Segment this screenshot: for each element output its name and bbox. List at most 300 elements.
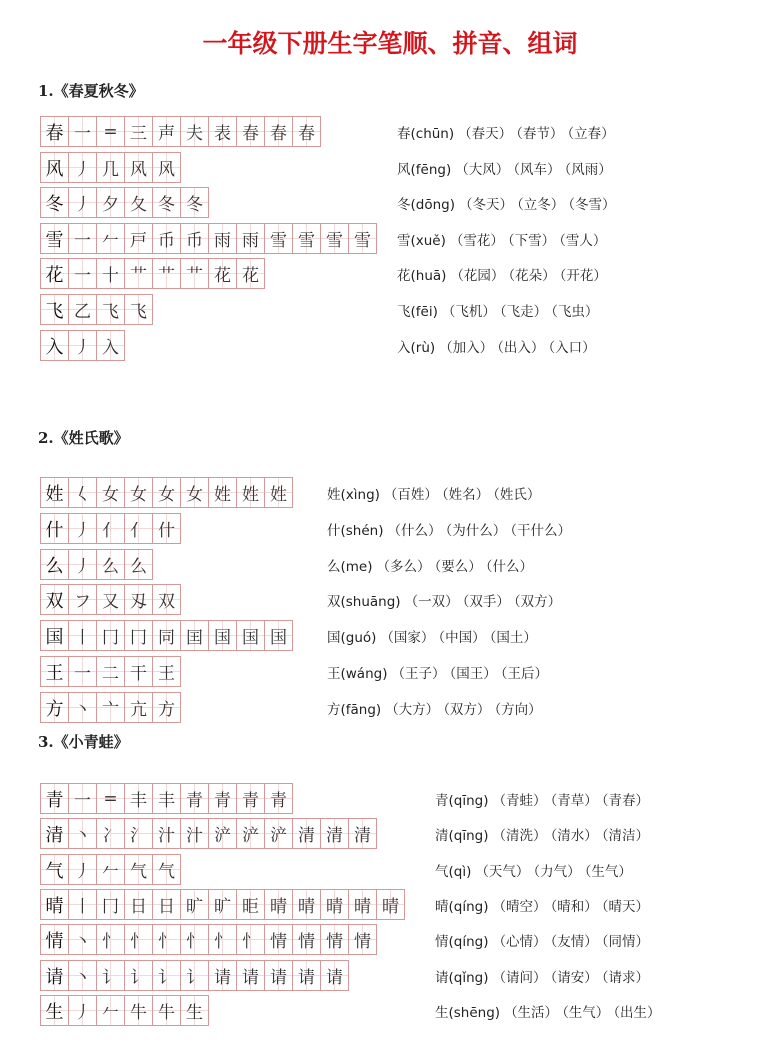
character-info [397,264,607,284]
stroke-step: 清 [293,819,321,849]
stroke-step: 女 [97,478,125,508]
stroke-grid-row [40,889,405,920]
character-info [397,229,606,249]
stroke-grid-row [40,187,209,218]
stroke-step: 清 [349,819,377,849]
stroke-grid-row [40,294,153,325]
pinyin: (huā) [410,268,447,284]
stroke-step: 币 [153,224,181,254]
stroke-step: 情 [265,925,293,955]
stroke-grid-row [40,116,321,147]
stroke-step: 雪 [321,224,349,254]
word: （雪花） [449,233,504,249]
stroke-step: 么 [125,550,153,580]
stroke-step: 丶 [69,925,97,955]
character-info [435,824,649,844]
character: 请 [435,970,449,986]
character-info [327,483,540,503]
stroke-step: 讠 [153,961,181,991]
stroke-step: 忄 [237,925,265,955]
stroke-step: 冂 [125,621,153,651]
word: （大风） [455,162,510,178]
stroke-step: 三 [125,117,153,147]
stroke-step: 冫 [97,819,125,849]
word: （要么） [434,559,482,575]
stroke-step: 国 [237,621,265,651]
grid-character: 花 [41,259,69,289]
word: （生活） [504,1005,559,1021]
stroke-step: 戸 [125,224,153,254]
stroke-step: 一 [69,657,97,687]
pinyin: (qì) [448,864,472,880]
stroke-step: 晴 [321,890,349,920]
stroke-step: 国 [265,621,293,651]
stroke-grid-row [40,549,153,580]
stroke-step: 𠂉 [97,855,125,885]
stroke-step: 干 [125,657,153,687]
stroke-step: 什 [153,514,181,544]
stroke-step: 王 [153,657,181,687]
stroke-step: 雪 [293,224,321,254]
stroke-step: 姓 [265,478,293,508]
stroke-step: 表 [209,117,237,147]
stroke-step: 同 [153,621,181,651]
character-info [327,662,548,682]
stroke-step: 晴 [293,890,321,920]
stroke-grid-row [40,960,349,991]
pinyin: (rù) [410,340,436,356]
grid-character: 生 [41,996,69,1026]
character-info [435,930,649,950]
word: （飞机） [441,304,496,320]
stroke-step: 冂 [97,890,125,920]
stroke-step: 请 [209,961,237,991]
pinyin: (qīng) [448,793,489,809]
stroke-step: 情 [321,925,349,955]
word: （春节） [516,126,564,142]
word: （花园） [450,268,505,284]
word: （天气） [475,864,530,880]
word: （友情） [550,934,598,950]
stroke-step: 风 [153,153,181,183]
grid-character: 春 [41,117,69,147]
word: （花朵） [508,268,556,284]
pinyin: (fēng) [410,162,452,178]
word: （青蛙） [492,793,547,809]
stroke-step: 昛 [237,890,265,920]
stroke-grid-row [40,152,181,183]
stroke-step: 青 [181,784,209,814]
word: （王子） [391,666,446,682]
character: 双 [327,594,341,610]
grid-character: 么 [41,550,69,580]
stroke-step: 双 [153,585,181,615]
stroke-step: 丿 [69,188,97,218]
stroke-step: 讠 [97,961,125,991]
pinyin: (fāng) [340,702,382,718]
character: 情 [435,934,449,950]
word: （青春） [601,793,649,809]
character-info [327,698,542,718]
word: （干什么） [510,523,571,539]
word: （国王） [449,666,497,682]
stroke-step: 亠 [97,693,125,723]
word: （心情） [492,934,547,950]
word: （力气） [533,864,581,880]
grid-character: 雪 [41,224,69,254]
page-title: 一年级下册生字笔顺、拼音、组词 [202,29,578,58]
stroke-step: 声 [153,117,181,147]
word: （晴天） [601,899,649,915]
stroke-grid-row [40,995,209,1026]
grid-character: 风 [41,153,69,183]
stroke-grid-row [40,692,181,723]
character: 么 [327,559,341,575]
stroke-step: 亻 [125,514,153,544]
stroke-step: 雨 [237,224,265,254]
stroke-step: 忄 [97,925,125,955]
stroke-step: 请 [237,961,265,991]
stroke-step: 姓 [209,478,237,508]
stroke-step: 晴 [349,890,377,920]
stroke-step: 花 [237,259,265,289]
word: （国土） [489,630,537,646]
stroke-step: 雪 [349,224,377,254]
stroke-step: 一 [69,224,97,254]
word: （开花） [559,268,607,284]
stroke-step: 入 [97,331,125,361]
stroke-step: 春 [237,117,265,147]
stroke-step: 又 [97,585,125,615]
pinyin: (qīng) [448,828,489,844]
pinyin: (xuě) [410,233,446,249]
stroke-step: 春 [265,117,293,147]
character-info [397,193,616,213]
stroke-step: 丿 [69,331,97,361]
stroke-step: 请 [265,961,293,991]
stroke-step: 丶 [69,819,97,849]
stroke-step: 𠂉 [97,224,125,254]
word: （双方） [443,702,491,718]
stroke-step: 日 [153,890,181,920]
word: （中国） [438,630,486,646]
word: （晴和） [550,899,598,915]
stroke-step: 晴 [377,890,405,920]
word: （风雨） [564,162,612,178]
stroke-grid-row [40,223,377,254]
word: （雪人） [559,233,607,249]
stroke-step: 女 [153,478,181,508]
word: （立春） [567,126,615,142]
word: （姓名） [441,487,490,503]
stroke-step: 刄 [125,585,153,615]
word: （出入） [497,340,545,356]
word: （姓氏） [493,487,541,503]
stroke-step: 忄 [125,925,153,955]
grid-character: 国 [41,621,69,651]
stroke-step: 青 [265,784,293,814]
character: 入 [397,340,411,356]
character-info [397,122,615,142]
stroke-step: 十 [97,259,125,289]
word: （大方） [385,702,440,718]
character: 王 [327,666,341,682]
character: 飞 [397,304,411,320]
grid-character: 王 [41,657,69,687]
character: 青 [435,793,449,809]
stroke-step: 丨 [69,890,97,920]
character: 姓 [327,487,341,503]
word: （方向） [494,702,542,718]
character: 冬 [397,197,411,213]
stroke-step: 讠 [181,961,209,991]
stroke-step: 讠 [125,961,153,991]
stroke-step: 艹 [153,259,181,289]
stroke-step: 飞 [125,295,153,325]
stroke-step: 丨 [69,621,97,651]
grid-character: 方 [41,693,69,723]
character: 花 [397,268,411,284]
stroke-step: 丰 [125,784,153,814]
stroke-step: 冂 [97,621,125,651]
character-info [397,158,612,178]
grid-character: 晴 [41,890,69,920]
character: 什 [327,523,341,539]
stroke-step: 乙 [69,295,97,325]
word: （生气） [562,1005,610,1021]
grid-character: 气 [41,855,69,885]
pinyin: (xìng) [340,487,380,503]
stroke-step: 夫 [181,117,209,147]
stroke-step: 二 [97,657,125,687]
stroke-step: 亢 [125,693,153,723]
stroke-step: 一 [69,259,97,289]
character: 国 [327,630,341,646]
stroke-step: 丶 [69,961,97,991]
stroke-grid-row [40,783,293,814]
grid-character: 清 [41,819,69,849]
stroke-step: 花 [209,259,237,289]
stroke-grid-row [40,924,377,955]
stroke-step: 生 [181,996,209,1026]
stroke-grid-row [40,854,181,885]
grid-character: 情 [41,925,69,955]
stroke-step: 浐 [265,819,293,849]
word: （请求） [601,970,649,986]
pinyin: (wáng) [340,666,388,682]
stroke-step: 雨 [209,224,237,254]
stroke-step: 丿 [69,996,97,1026]
grid-character: 冬 [41,188,69,218]
character-info [435,789,649,809]
pinyin: (fēi) [410,304,438,320]
stroke-step: 丿 [69,514,97,544]
pinyin: (guó) [340,630,377,646]
stroke-step: 气 [153,855,181,885]
word: （清水） [550,828,598,844]
stroke-step: 国 [209,621,237,651]
stroke-step: 飞 [97,295,125,325]
grid-character: 飞 [41,295,69,325]
pinyin: (shén) [340,523,384,539]
character: 方 [327,702,341,718]
stroke-step: 日 [125,890,153,920]
character-info [435,895,649,915]
word: （飞走） [499,304,548,320]
word: （一双） [404,594,459,610]
word: （王后） [500,666,548,682]
character-info [435,860,632,880]
word: （晴空） [492,899,547,915]
word: （青草） [550,793,598,809]
stroke-grid-row [40,620,293,651]
character-info [435,1001,661,1021]
stroke-step: 一 [69,117,97,147]
stroke-step: = [97,784,125,814]
pinyin: (qíng) [448,899,489,915]
section-title: 3.《小青蛙》 [38,733,129,751]
stroke-step: 丰 [153,784,181,814]
stroke-step: 青 [237,784,265,814]
word: （加入） [439,340,494,356]
stroke-step: 夂 [125,188,153,218]
stroke-grid-row [40,477,293,508]
word: （清洁） [601,828,649,844]
stroke-step: 气 [125,855,153,885]
stroke-step: = [97,117,125,147]
stroke-step: 汁 [181,819,209,849]
word: （春天） [458,126,513,142]
stroke-step: 请 [293,961,321,991]
grid-character: 请 [41,961,69,991]
stroke-step: 浐 [209,819,237,849]
word: （双手） [462,594,510,610]
stroke-step: 春 [293,117,321,147]
stroke-step: 夕 [97,188,125,218]
stroke-step: 汁 [153,819,181,849]
word: （冬雪） [568,197,616,213]
stroke-grid-row [40,584,181,615]
stroke-step: 艹 [181,259,209,289]
stroke-step: 忄 [181,925,209,955]
word: （风车） [513,162,561,178]
character-info [327,519,571,539]
grid-character: 什 [41,514,69,544]
stroke-step: 冬 [181,188,209,218]
stroke-step: 旷 [181,890,209,920]
character: 清 [435,828,449,844]
word: （请安） [550,970,598,986]
stroke-grid-row [40,513,181,544]
stroke-grid-row [40,656,181,687]
stroke-step: フ [69,585,97,615]
pinyin: (me) [340,559,373,575]
stroke-step: 氵 [125,819,153,849]
character: 生 [435,1005,449,1021]
pinyin: (shuāng) [340,594,401,610]
stroke-step: 清 [321,819,349,849]
stroke-step: 忄 [153,925,181,955]
word: （飞虫） [551,304,599,320]
stroke-step: 币 [181,224,209,254]
stroke-step: 𠂉 [97,996,125,1026]
stroke-step: 请 [321,961,349,991]
character-info [435,966,649,986]
stroke-step: 丶 [69,693,97,723]
word: （同情） [601,934,649,950]
word: （什么） [485,559,533,575]
stroke-step: 几 [97,153,125,183]
stroke-step: 么 [97,550,125,580]
stroke-step: 亻 [97,514,125,544]
stroke-step: 冬 [153,188,181,218]
stroke-step: 丿 [69,153,97,183]
word: （为什么） [445,523,507,539]
stroke-grid-row [40,330,125,361]
word: （下雪） [507,233,556,249]
stroke-grid-row [40,818,377,849]
character: 雪 [397,233,411,249]
character: 晴 [435,899,449,915]
pinyin: (shēng) [448,1005,501,1021]
stroke-step: 忄 [209,925,237,955]
word: （双方） [513,594,562,610]
character: 风 [397,162,411,178]
word: （百姓） [383,487,438,503]
word: （清洗） [492,828,547,844]
grid-character: 入 [41,331,69,361]
pinyin: (qǐng) [448,970,489,986]
stroke-step: 一 [69,784,97,814]
word: （生气） [584,864,632,880]
character-info [327,626,537,646]
stroke-step: 囯 [181,621,209,651]
word: （国家） [380,630,435,646]
character-info [397,300,598,320]
word: （出生） [613,1005,661,1021]
section-title: 2.《姓氏歌》 [38,429,129,447]
word: （立冬） [517,197,565,213]
section-title: 1.《春夏秋冬》 [38,82,144,100]
stroke-grid-row [40,258,265,289]
stroke-step: 情 [349,925,377,955]
stroke-step: 女 [181,478,209,508]
word: （请问） [492,970,547,986]
stroke-step: 晴 [265,890,293,920]
grid-character: 姓 [41,478,69,508]
stroke-step: 牛 [153,996,181,1026]
stroke-step: 浐 [237,819,265,849]
stroke-step: 丿 [69,855,97,885]
stroke-step: 女 [125,478,153,508]
pinyin: (chūn) [410,126,455,142]
character: 气 [435,864,449,880]
word: （多么） [376,559,431,575]
word: （什么） [387,523,442,539]
stroke-step: 牛 [125,996,153,1026]
word: （入口） [548,340,596,356]
grid-character: 青 [41,784,69,814]
stroke-step: 旷 [209,890,237,920]
word: （冬天） [459,197,513,213]
stroke-step: 风 [125,153,153,183]
character-info [327,590,561,610]
stroke-step: 𡿨 [69,478,97,508]
pinyin: (dōng) [410,197,455,213]
character-info [397,336,596,356]
stroke-step: 姓 [237,478,265,508]
grid-character: 双 [41,585,69,615]
